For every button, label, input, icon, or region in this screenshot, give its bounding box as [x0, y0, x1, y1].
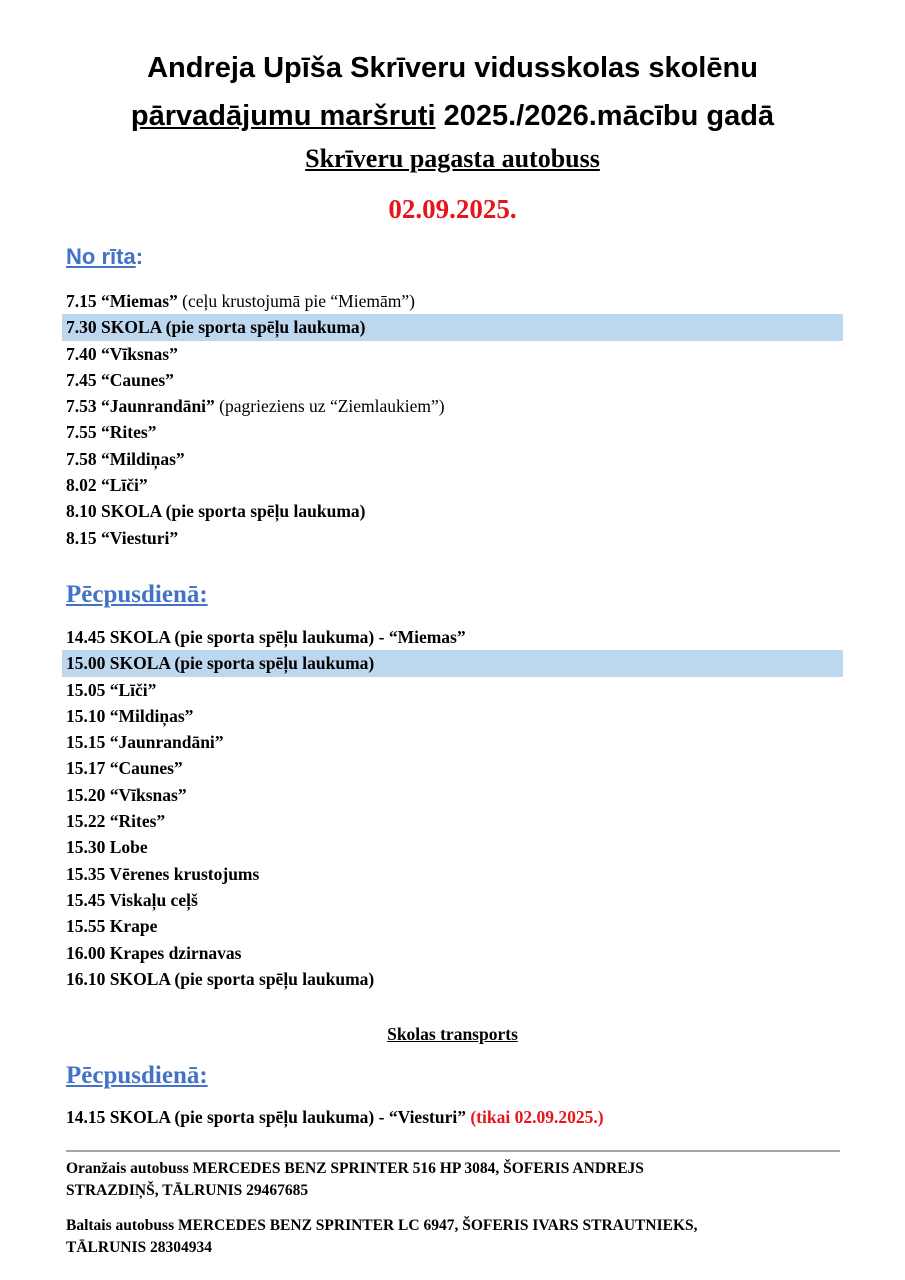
- school-transport-list: [62, 1104, 843, 1130]
- row-stop: 7.55 “Rites”: [66, 422, 157, 443]
- schedule-row: 15.17 “Caunes”: [66, 758, 183, 779]
- row-stop: 8.02 “Līči”: [66, 475, 148, 496]
- schedule-row: 15.15 “Jaunrandāni”: [66, 732, 224, 753]
- schedule-row: 16.10 SKOLA (pie sporta spēļu laukuma): [66, 968, 375, 989]
- schedule-row: 15.30 Lobe: [66, 837, 148, 858]
- schedule-row: 14.45 SKOLA (pie sporta spēļu laukuma) - “Miemas”: [66, 627, 466, 647]
- title-underlined-part: pārvadājumu maršruti: [130, 100, 436, 132]
- afternoon-schedule-list: [62, 624, 843, 992]
- morning-heading: [66, 243, 143, 271]
- row-note: (ceļu krustojumā pie “Miemām”): [177, 291, 415, 311]
- schedule-row: 16.00 Krapes dzirnavas: [66, 942, 242, 963]
- schedule-row: 15.45 Viskaļu ceļš: [66, 889, 198, 910]
- schedule-row: 15.55 Krape: [66, 916, 158, 937]
- row-stop: 8.10 SKOLA (pie sporta spēļu laukuma): [66, 501, 366, 522]
- bus-info-line: STRAZDIŅŠ, TĀLRUNIS 29467685: [66, 1182, 309, 1199]
- row-stop: 7.53 “Jaunrandāni”: [66, 396, 215, 417]
- row-stop: 7.40 “Vīksnas”: [66, 343, 178, 364]
- schedule-row: [62, 498, 843, 524]
- row-note: (pagrieziens uz “Ziemlaukiem”): [214, 396, 445, 417]
- schedule-row: 15.20 “Vīksnas”: [66, 784, 187, 805]
- schedule-row: [62, 446, 843, 472]
- row-stop: 7.45 “Caunes”: [66, 369, 174, 390]
- page-subtitle: Skrīveru pagasta autobuss: [305, 144, 600, 173]
- afternoon-heading: Pēcpusdienā:: [66, 581, 208, 608]
- row-stop: 7.58 “Mildiņas”: [66, 448, 185, 469]
- schedule-row-highlighted: 15.00 SKOLA (pie sporta spēļu laukuma): [62, 650, 843, 676]
- bus-info-line: Baltais autobuss MERCEDES BENZ SPRINTER LC 6947, ŠOFERIS IVARS STRAUTNIEKS,: [66, 1217, 698, 1234]
- title-rest-part: 2025./2026.mācību gadā: [435, 100, 775, 132]
- schedule-row: [62, 1104, 843, 1130]
- morning-heading-text: No rīta: [66, 244, 136, 269]
- page-title-line1: Andreja Upīša Skrīveru vidusskolas skolēnu: [147, 52, 758, 84]
- row-stop: 7.15 “Miemas”: [66, 291, 178, 311]
- schedule-row: [62, 393, 843, 419]
- schedule-row: [62, 525, 843, 551]
- schedule-row: [62, 367, 843, 393]
- row-stop: 7.30 SKOLA (pie sporta spēļu laukuma): [66, 317, 366, 338]
- schedule-row: 15.35 Vērenes krustojums: [66, 863, 260, 884]
- schedule-row: 15.05 “Līči”: [66, 679, 157, 700]
- row-stop: 14.15 SKOLA (pie sporta spēļu laukuma) - “Viesturi”: [66, 1107, 466, 1127]
- schedule-row-highlighted: [62, 314, 843, 340]
- morning-heading-colon: :: [135, 244, 144, 269]
- school-transport-heading: Pēcpusdienā:: [66, 1062, 208, 1089]
- page-title-line2: [0, 99, 905, 133]
- schedule-row: [62, 341, 843, 367]
- bus-info-line: Oranžais autobuss MERCEDES BENZ SPRINTER 516 HP 3084, ŠOFERIS ANDREJS: [66, 1160, 644, 1177]
- schedule-row: [62, 419, 843, 445]
- schedule-row: [62, 288, 843, 314]
- schedule-row: 15.10 “Mildiņas”: [66, 705, 194, 726]
- schedule-date: 02.09.2025.: [388, 194, 517, 224]
- schedule-row: [62, 472, 843, 498]
- row-date-note: (tikai 02.09.2025.): [465, 1107, 604, 1127]
- divider: [66, 1150, 840, 1152]
- bus-info-orange: [66, 1158, 840, 1202]
- schedule-row: 15.22 “Rites”: [66, 811, 166, 832]
- row-stop: 8.15 “Viesturi”: [66, 527, 179, 548]
- bus-info-line: TĀLRUNIS 28304934: [66, 1239, 212, 1256]
- school-transport-title: Skolas transports: [387, 1024, 518, 1044]
- bus-info-white: [66, 1215, 840, 1259]
- morning-schedule-list: [62, 288, 843, 551]
